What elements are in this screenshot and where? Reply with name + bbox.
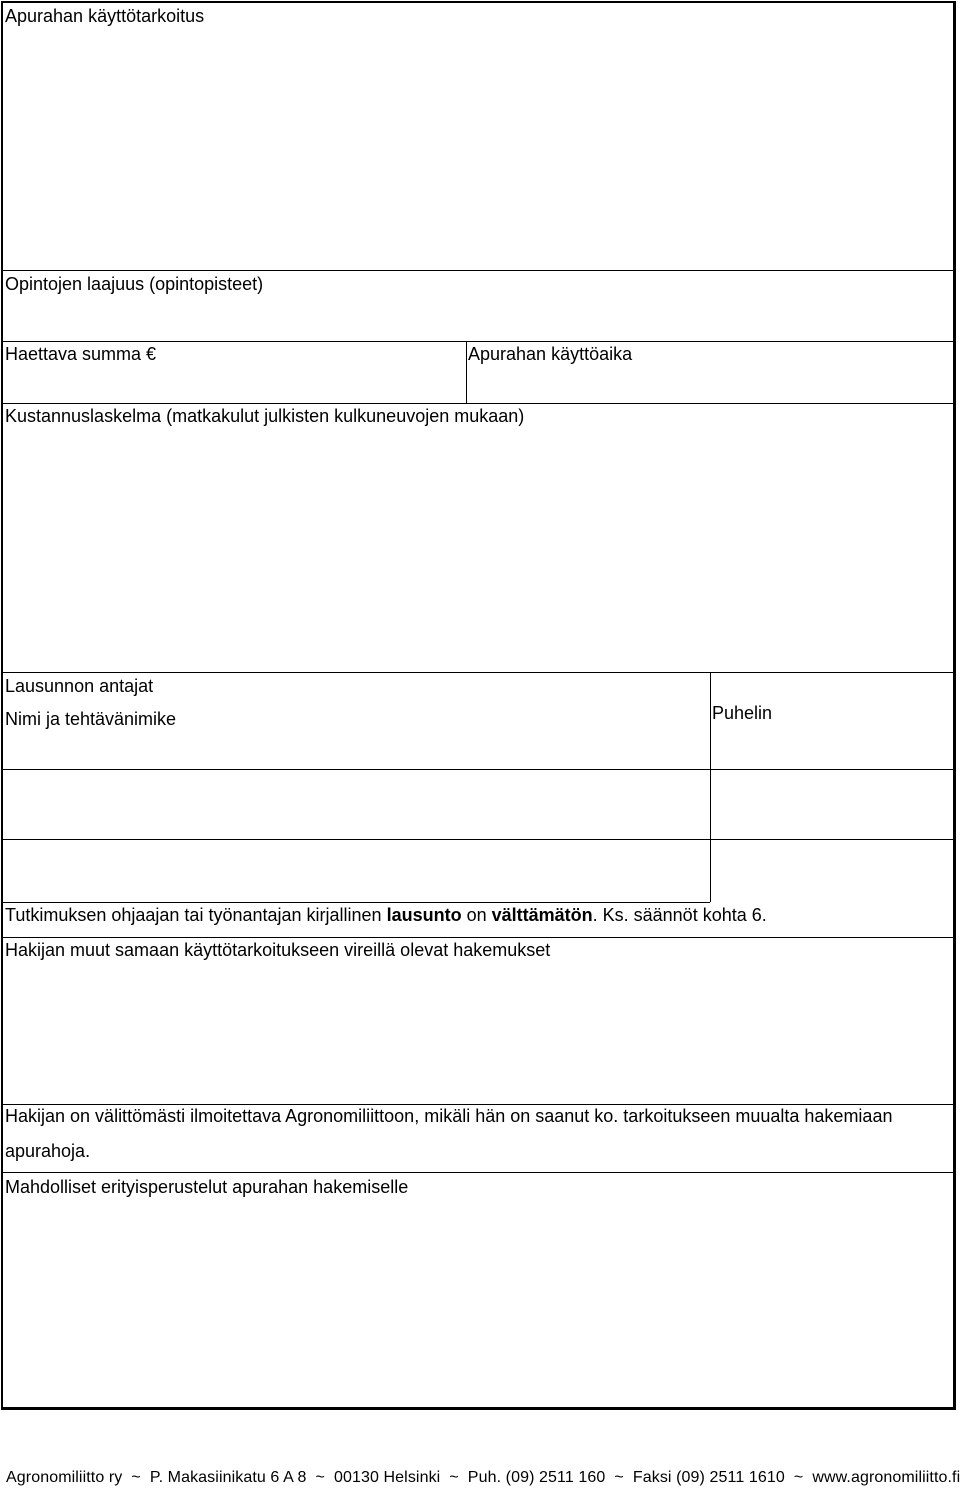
budget-field[interactable]	[3, 430, 953, 670]
divider	[3, 403, 954, 404]
budget-label: Kustannuslaskelma (matkakulut julkisten kulkuneuvojen mukaan)	[5, 406, 525, 426]
footer	[6, 1469, 960, 1487]
purpose-field[interactable]	[3, 30, 953, 268]
notify-note: Hakijan on välittömästi ilmoitettava Agronomiliittoon, mikäli hän on saanut ko. tarkoitukseen muualta hakemiaan apurahoja.	[5, 1106, 893, 1161]
statement-note	[5, 905, 767, 925]
footer-address: P. Makasiinikatu 6 A 8	[149, 1469, 307, 1486]
footer-org: Agronomiliitto ry	[6, 1469, 123, 1486]
special-grounds-label: Mahdolliset erityisperustelut apurahan hakemiselle	[5, 1177, 409, 1197]
referee-name-field[interactable]	[3, 840, 709, 900]
statement-note-bold: välttämätön	[491, 905, 593, 925]
statement-note-text: . Ks. säännöt kohta 6.	[592, 905, 767, 925]
divider	[3, 270, 954, 271]
divider	[3, 902, 710, 903]
other-applications-field[interactable]	[3, 964, 953, 1102]
footer-website-link[interactable]: www.agronomiliitto.fi	[812, 1469, 960, 1486]
divider	[3, 1172, 954, 1173]
divider	[3, 341, 954, 342]
footer-separator: ~	[614, 1469, 624, 1486]
usage-time-label: Apurahan käyttöaika	[468, 344, 633, 364]
statement-note-text: Tutkimuksen ohjaajan tai työnantajan kirjallinen	[5, 905, 387, 925]
purpose-field-label: Apurahan käyttötarkoitus	[5, 6, 205, 26]
phone-label: Puhelin	[712, 703, 773, 723]
referee-label: Lausunnon antajat	[5, 676, 154, 696]
divider	[3, 937, 954, 938]
study-extent-label: Opintojen laajuus (opintopisteet)	[5, 274, 264, 294]
special-grounds-field[interactable]	[3, 1200, 953, 1405]
footer-fax: Faksi (09) 2511 1610	[632, 1469, 785, 1486]
footer-separator: ~	[793, 1469, 804, 1486]
footer-separator: ~	[315, 1469, 325, 1486]
statement-note-bold: lausunto	[386, 905, 462, 925]
footer-phone: Puh. (09) 2511 160	[467, 1469, 606, 1486]
footer-separator: ~	[449, 1469, 459, 1486]
referee-sublabel: Nimi ja tehtävänimike	[5, 709, 177, 729]
statement-note-text: on	[461, 905, 492, 925]
referee-name-field[interactable]	[3, 770, 709, 838]
amount-label: Haettava summa €	[5, 344, 157, 364]
column-divider	[466, 341, 467, 403]
divider	[3, 672, 954, 673]
other-applications-label: Hakijan muut samaan käyttötarkoitukseen vireillä olevat hakemukset	[5, 940, 551, 960]
footer-city: 00130 Helsinki	[333, 1469, 441, 1486]
referee-phone-field[interactable]	[711, 770, 953, 838]
footer-separator: ~	[131, 1469, 141, 1486]
